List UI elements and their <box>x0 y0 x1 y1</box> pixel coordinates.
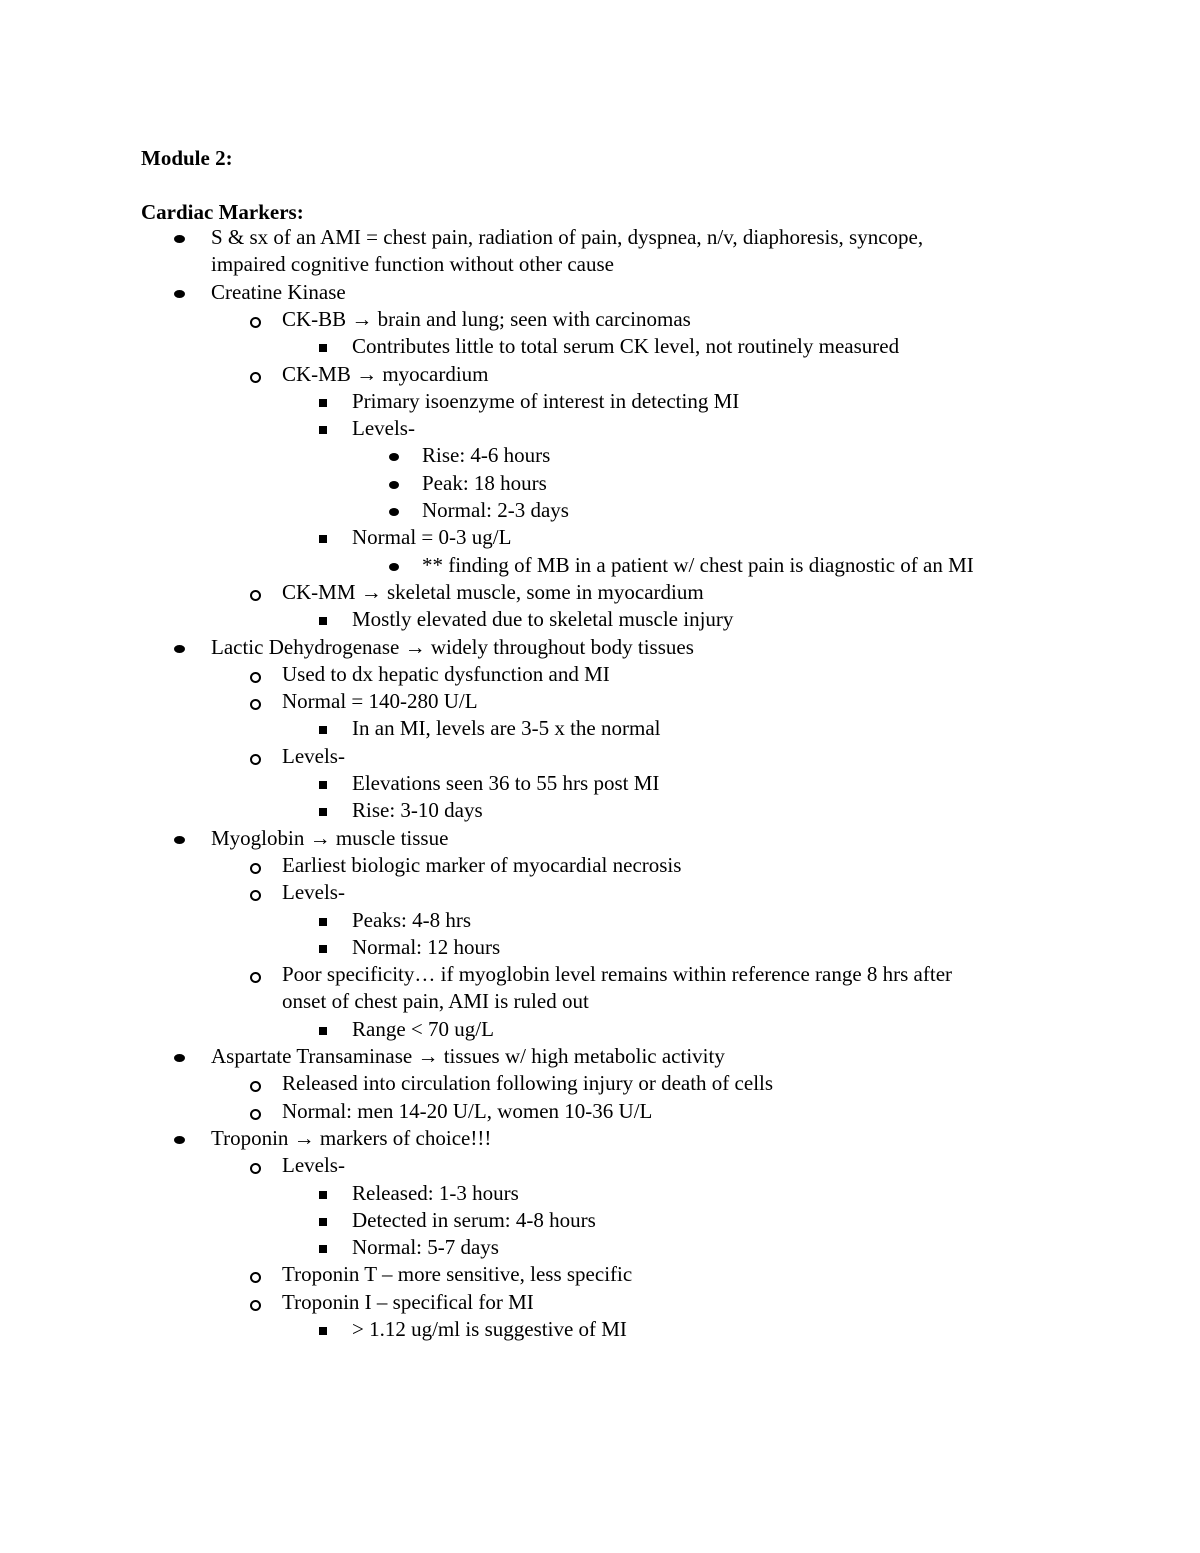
list-item-text: Normal: men 14-20 U/L, women 10-36 U/L <box>282 1098 653 1123</box>
bullet-icon <box>250 1081 261 1092</box>
bullet-icon <box>389 508 399 516</box>
list-item-text: Rise: 3-10 days <box>352 798 483 823</box>
list-item-text: Normal: 5-7 days <box>352 1235 499 1260</box>
bullet-icon <box>389 481 399 489</box>
list-item-text: Rise: 4-6 hours <box>422 443 551 468</box>
bullet-icon <box>389 563 399 571</box>
bullet-icon <box>319 617 327 625</box>
bullet-icon <box>250 672 261 683</box>
bullet-icon <box>319 1245 327 1253</box>
bullet-icon <box>250 1272 261 1283</box>
bullet-icon <box>319 1191 327 1199</box>
bullet-icon <box>319 1218 327 1226</box>
list-item-text: Levels- <box>282 880 345 905</box>
module-title: Module 2: <box>141 146 233 170</box>
bullet-icon <box>319 726 327 734</box>
bullet-icon <box>250 1109 261 1120</box>
list-item-text: Peak: 18 hours <box>422 470 547 495</box>
section-title: Cardiac Markers: <box>141 200 304 224</box>
bullet-icon <box>250 754 261 765</box>
bullet-icon <box>250 972 261 983</box>
bullet-icon <box>250 699 261 710</box>
bullet-icon <box>250 317 261 328</box>
bullet-icon <box>174 1054 185 1062</box>
list-item-text: Range < 70 ug/L <box>352 1016 494 1041</box>
bullet-icon <box>319 344 327 352</box>
list-item-text: Troponin T – more sensitive, less specific <box>282 1262 633 1287</box>
bullet-icon <box>174 1136 185 1144</box>
list-item-text: Peaks: 4-8 hrs <box>352 907 471 932</box>
list-item-text: Levels- <box>352 416 415 441</box>
list-item-text: Normal = 140-280 U/L <box>282 689 478 714</box>
list-item-text: Mostly elevated due to skeletal muscle injury <box>352 607 734 632</box>
list-item-text: Myoglobin → muscle tissue <box>211 825 449 850</box>
list-item-continuation: onset of chest pain, AMI is ruled out <box>282 989 589 1014</box>
list-item-text: Aspartate Transaminase → tissues w/ high metabolic activity <box>211 1044 725 1068</box>
list-item-text: CK-BB → brain and lung; seen with carcinomas <box>282 306 691 331</box>
bullet-icon <box>319 808 327 816</box>
list-item-text: ** finding of MB in a patient w/ chest pain is diagnostic of an MI <box>422 552 974 577</box>
bullet-icon <box>250 890 261 901</box>
list-item-text: Creatine Kinase <box>211 279 346 304</box>
bullet-icon <box>174 836 185 844</box>
bullet-icon <box>319 399 327 407</box>
bullet-icon <box>250 1300 261 1311</box>
list-item-text: S & sx of an AMI = chest pain, radiation of pain, dyspnea, n/v, diaphoresis, syncope, <box>211 225 924 249</box>
bullet-icon <box>250 1163 261 1174</box>
list-item-text: Poor specificity… if myoglobin level remains within reference range 8 hrs after <box>282 962 953 987</box>
list-item-text: Used to dx hepatic dysfunction and MI <box>282 661 610 686</box>
list-item-text: In an MI, levels are 3-5 x the normal <box>352 716 661 741</box>
list-item-text: CK-MM → skeletal muscle, some in myocardium <box>282 579 704 604</box>
list-item-text: Levels- <box>282 743 345 768</box>
bullet-icon <box>319 535 327 543</box>
bullet-icon <box>174 645 185 653</box>
list-item-text: Elevations seen 36 to 55 hrs post MI <box>352 771 660 795</box>
bullet-icon <box>389 453 399 461</box>
list-item-text: Released into circulation following injury or death of cells <box>282 1071 774 1096</box>
list-item-text: Troponin I – specifical for MI <box>282 1289 534 1314</box>
bullet-icon <box>319 426 327 434</box>
list-item-text: Normal: 2-3 days <box>422 498 569 522</box>
bullet-icon <box>319 1327 327 1335</box>
bullet-icon <box>250 372 261 383</box>
bullet-icon <box>319 781 327 789</box>
list-item-text: Contributes little to total serum CK level, not routinely measured <box>352 334 900 359</box>
bullet-icon <box>319 945 327 953</box>
list-item-text: Normal = 0-3 ug/L <box>352 525 512 550</box>
bullet-icon <box>250 863 261 874</box>
list-item-continuation: impaired cognitive function without other cause <box>211 252 614 277</box>
list-item-text: > 1.12 ug/ml is suggestive of MI <box>352 1317 627 1341</box>
list-item-text: Levels- <box>282 1153 345 1178</box>
list-item-text: Lactic Dehydrogenase → widely throughout body tissues <box>211 634 694 659</box>
list-item-text: Detected in serum: 4-8 hours <box>352 1207 596 1232</box>
list-item-text: CK-MB → myocardium <box>282 361 489 386</box>
list-item-text: Released: 1-3 hours <box>352 1180 519 1205</box>
bullet-icon <box>174 290 185 298</box>
list-item-text: Earliest biologic marker of myocardial necrosis <box>282 852 682 877</box>
list-item-text: Normal: 12 hours <box>352 934 501 959</box>
list-item-text: Primary isoenzyme of interest in detecting MI <box>352 388 740 413</box>
bullet-icon <box>174 235 185 243</box>
bullet-icon <box>319 918 327 926</box>
bullet-icon <box>250 590 261 601</box>
list-item-text: Troponin → markers of choice!!! <box>211 1125 492 1150</box>
bullet-icon <box>319 1027 327 1035</box>
